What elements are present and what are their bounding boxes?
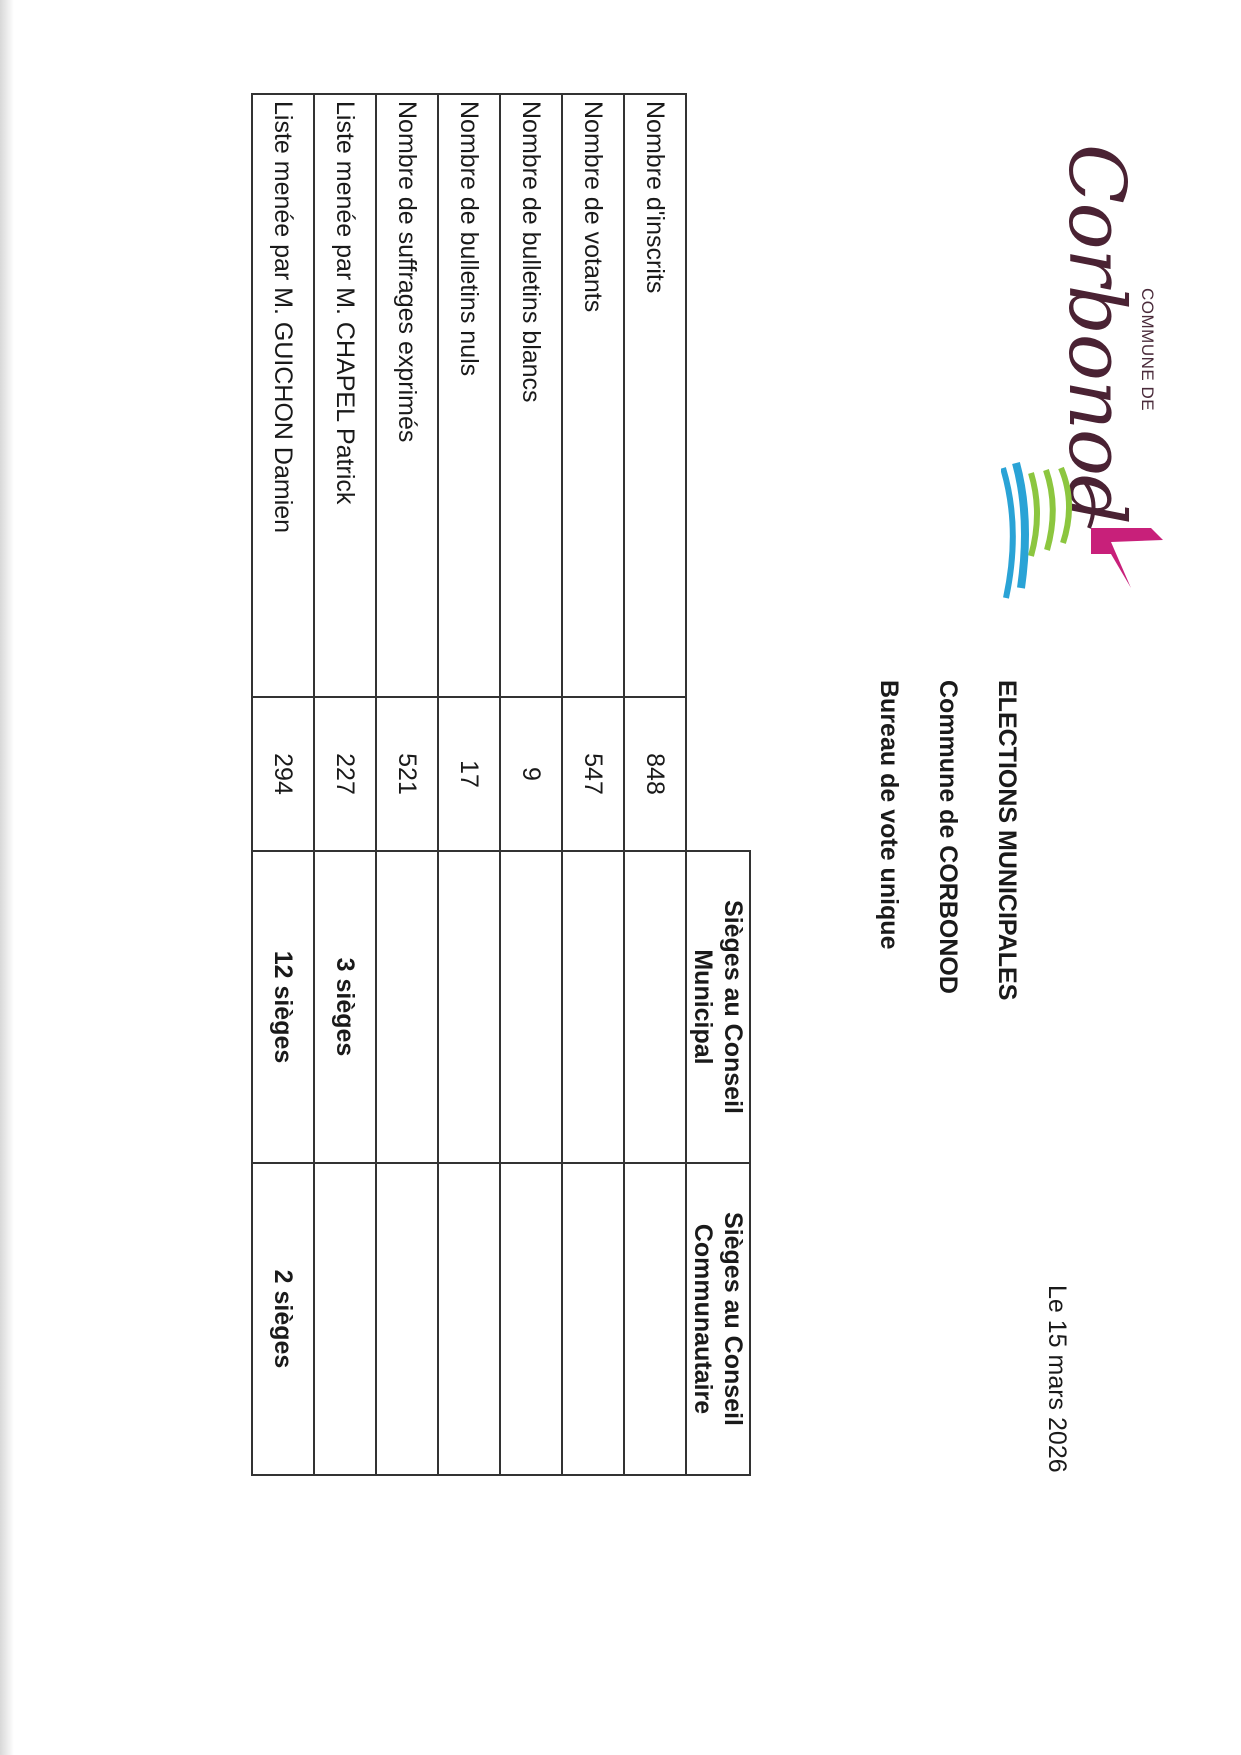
blank-header-cell: [686, 94, 750, 697]
election-title: ELECTIONS MUNICIPALES: [993, 680, 1021, 1001]
table-row: [252, 94, 314, 1475]
row-value: 17: [438, 697, 500, 851]
row-communautaire-seats: [500, 1163, 562, 1475]
table-row: [624, 94, 686, 1475]
row-label: Liste menée par M. CHAPEL Patrick: [314, 94, 376, 697]
row-communautaire-seats: [624, 1163, 686, 1475]
row-value: 547: [562, 697, 624, 851]
row-label: Liste menée par M. GUICHON Damien: [252, 94, 314, 697]
row-communautaire-seats: 2 sièges: [252, 1163, 314, 1475]
table-row: [562, 94, 624, 1475]
election-date: Le 15 mars 2026: [1043, 1285, 1071, 1473]
row-label: Nombre de suffrages exprimés: [376, 94, 438, 697]
header-conseil-communautaire: Sièges au Conseil Communautaire: [686, 1163, 750, 1475]
results-table: [251, 93, 751, 1476]
row-municipal-seats: 12 sièges: [252, 851, 314, 1163]
row-municipal-seats: [438, 851, 500, 1163]
header-conseil-municipal: Sièges au Conseil Municipal: [686, 851, 750, 1163]
row-municipal-seats: 3 sièges: [314, 851, 376, 1163]
row-label: Nombre de bulletins nuls: [438, 94, 500, 697]
row-label: Nombre d'inscrits: [624, 94, 686, 697]
blank-header-cell: [686, 697, 750, 851]
row-municipal-seats: [562, 851, 624, 1163]
logo-name: Corbonod: [1051, 144, 1141, 524]
document-titles: [844, 680, 1021, 1240]
commune-title: Commune de CORBONOD: [934, 680, 962, 994]
table-row: [500, 94, 562, 1475]
row-communautaire-seats: [376, 1163, 438, 1475]
row-value: 294: [252, 697, 314, 851]
row-communautaire-seats: [438, 1163, 500, 1475]
row-municipal-seats: [376, 851, 438, 1163]
row-value: 227: [314, 697, 376, 851]
row-value: 521: [376, 697, 438, 851]
commune-logo: [1001, 140, 1171, 610]
row-municipal-seats: [500, 851, 562, 1163]
row-municipal-seats: [624, 851, 686, 1163]
table-header-row: [686, 94, 750, 1475]
row-value: 9: [500, 697, 562, 851]
row-communautaire-seats: [562, 1163, 624, 1475]
row-label: Nombre de bulletins blancs: [500, 94, 562, 697]
logo-prefix: COMMUNE DE: [1138, 288, 1157, 412]
bureau-title: Bureau de vote unique: [875, 680, 903, 950]
table-row: [314, 94, 376, 1475]
church-landscape-icon: [1001, 458, 1171, 608]
table-row: [438, 94, 500, 1475]
row-communautaire-seats: [314, 1163, 376, 1475]
table-row: [376, 94, 438, 1475]
row-label: Nombre de votants: [562, 94, 624, 697]
row-value: 848: [624, 697, 686, 851]
